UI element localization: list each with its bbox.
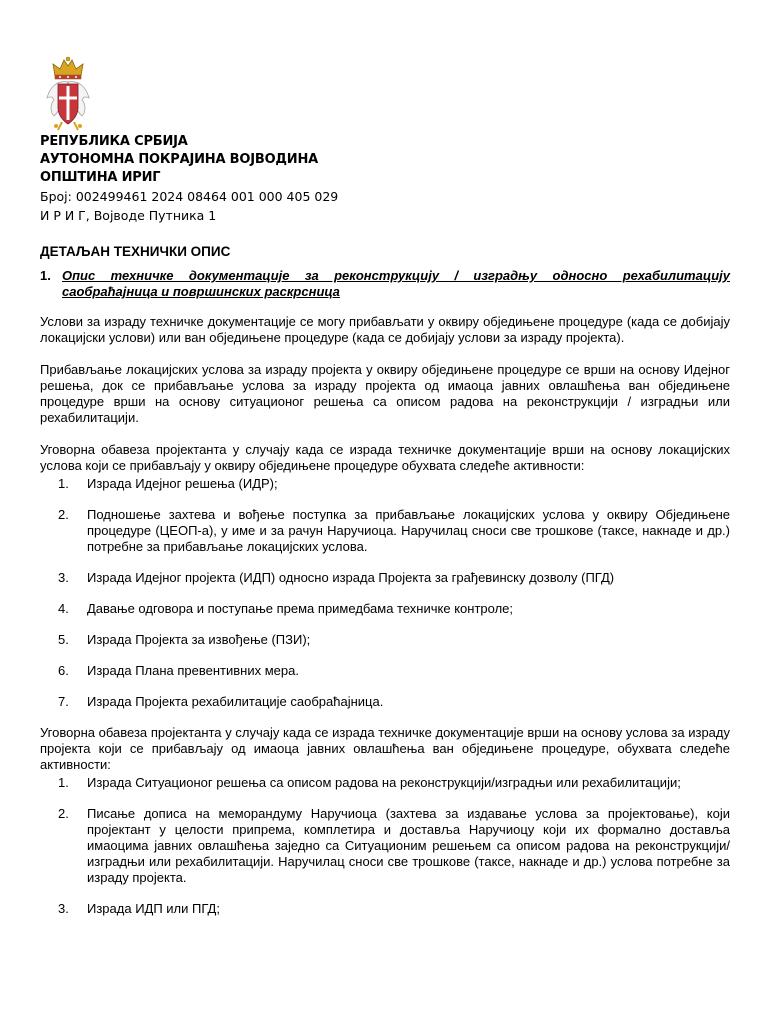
paragraph-3: Уговорна обавеза пројектанта у случају када се израда техничке документације врши на основу локацијских услова који се прибављају у оквиру обједињене процедуре обухвата следеће активности: xyxy=(40,442,730,473)
list-item: 3. Израда ИДП или ПГД; xyxy=(58,901,220,916)
municipality-name: ОПШТИНА ИРИГ xyxy=(40,170,161,185)
list-item: 4. Давање одговора и поступање према примедбама техничке контроле; xyxy=(58,601,513,616)
list-item: 5. Израда Пројекта за извођење (ПЗИ); xyxy=(58,632,311,647)
paragraph-4: Уговорна обавеза пројектанта у случају када се израда техничке документације врши на основу услова за израду пројекта који се прибављају од имаоца јавних овлашћења ван обједињене процедуре, обухвата следеће активности: xyxy=(40,725,730,772)
coat-of-arms-icon xyxy=(44,56,92,132)
section-number: 1. xyxy=(40,268,51,283)
province-name: АУТОНОМНА ПОКРАЈИНА ВОЈВОДИНА xyxy=(40,152,319,167)
paragraph-2: Прибављање локацијских услова за израду пројекта у оквиру обједињене процедуре се врши на основу Идејног решења, док се прибављање услова за израду пројекта од имаоца јавних овлашћења ван обједињене процедуре врши на основу ситуационог решења са описом радова на реконструкцији / изградњи или рехабилитацији. xyxy=(40,362,730,425)
activities-list-1 xyxy=(40,476,730,710)
list-item: 6. Израда Плана превентивних мера. xyxy=(58,663,299,678)
document-number: Број: 002499461 2024 08464 001 000 405 029 xyxy=(40,189,339,204)
list-item: 2. Подношење захтева и вођење поступка за прибављање локацијских услова у оквиру Обједињене процедуре (ЦЕОП-а), у име и за рачун Наручиоца. Наручилац сноси све трошкове (таксе, накнаде и др.) потребне за прибављање локацијских услова. xyxy=(58,507,730,554)
letterhead xyxy=(40,133,740,225)
activities-list-2 xyxy=(40,775,730,917)
section-title: Опис техничке документације за реконструкцију / изградњу односно рехабилитацију саобраћајница и површинских раскрсница xyxy=(62,268,730,299)
list-item: 1. Израда Идејног решења (ИДР); xyxy=(58,476,278,491)
document-title: ДЕТАЉАН ТЕХНИЧКИ ОПИС xyxy=(40,244,231,259)
paragraph-1: Услови за израду техничке документације се могу прибављати у оквиру обједињене процедуре (када се добијају локацијски услови) или ван обједињене процедуре (када се добијају услови за израду пројекта). xyxy=(40,314,730,345)
list-item: 1. Израда Ситуационог решења са описом радова на реконструкцији/изградњи или рехабилитацији; xyxy=(58,775,681,790)
list-item: 2. Писање дописа на меморандуму Наручиоца (захтева за издавање услова за пројектовање), који пројектант у целости припрема, комплетира и доставља Наручиоцу који их формално доставља имаоцима јавних овлашћења заједно са Ситуационим решењем са описом радова на реконструкцији/изградњи или рехабилитацији. Наручилац сноси све трошкове (таксе, накнаде и др.) услова потребне за израду пројекта. xyxy=(58,806,730,885)
republic-name: РЕПУБЛИКА СРБИЈА xyxy=(40,134,188,149)
list-item: 7. Израда Пројекта рехабилитације саобраћајница. xyxy=(58,694,384,709)
document-body xyxy=(40,244,730,932)
address: И Р И Г, Војводе Путника 1 xyxy=(40,208,217,223)
list-item: 3. Израда Идејног пројекта (ИДП) односно израда Пројекта за грађевинску дозволу (ПГД) xyxy=(58,570,615,585)
section-heading xyxy=(40,268,730,300)
